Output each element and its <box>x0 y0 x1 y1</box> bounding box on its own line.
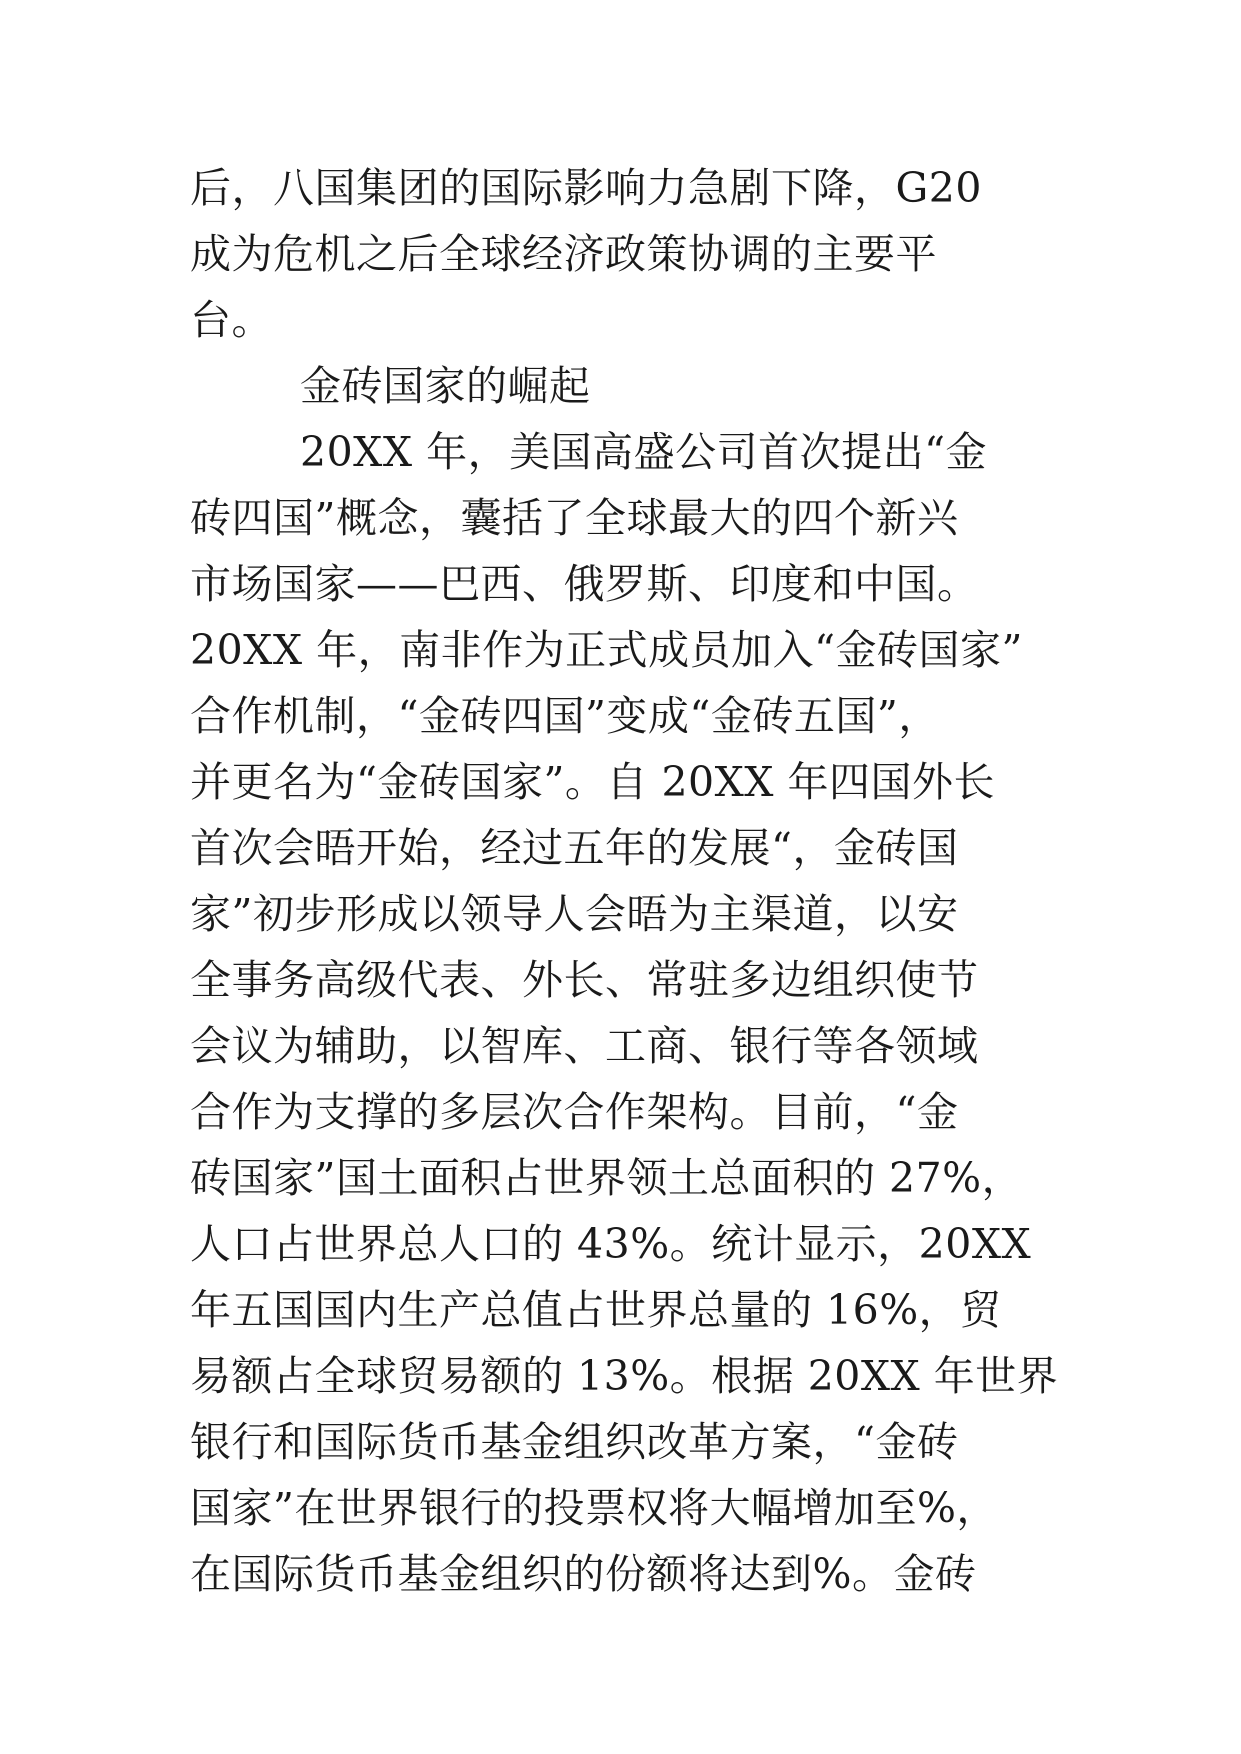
text-line: 砖国家”国土面积占世界领土总面积的 27%， <box>190 1154 1024 1202</box>
text-line: 全事务高级代表、外长、常驻多边组织使节 <box>190 956 979 1004</box>
text-line: 在国际货币基金组织的份额将达到%。金砖 <box>190 1550 977 1598</box>
text-line: 后，八国集团的国际影响力急剧下降，G20 <box>190 164 982 212</box>
text-line: 并更名为“金砖国家”。自 20XX 年四国外长 <box>190 758 996 806</box>
text-line: 首次会晤开始，经过五年的发展“，金砖国 <box>190 824 959 872</box>
text-line: 年五国国内生产总值占世界总量的 16%，贸 <box>190 1286 1002 1334</box>
text-line: 会议为辅助，以智库、工商、银行等各领域 <box>190 1022 979 1070</box>
text-line: 合作为支撑的多层次合作架构。目前，“金 <box>190 1088 959 1136</box>
text-line: 市场国家——巴西、俄罗斯、印度和中国。 <box>190 560 979 608</box>
section-heading: 金砖国家的崛起 <box>300 362 591 410</box>
text-line: 银行和国际货币基金组织改革方案，“金砖 <box>190 1418 959 1466</box>
text-line: 易额占全球贸易额的 13%。根据 20XX 年世界 <box>190 1352 1059 1400</box>
text-line: 家”初步形成以领导人会晤为主渠道，以安 <box>190 890 959 938</box>
text-line: 20XX 年，南非作为正式成员加入“金砖国家” <box>190 626 1023 674</box>
text-line: 砖四国”概念，囊括了全球最大的四个新兴 <box>190 494 959 542</box>
text-line: 台。 <box>190 296 273 344</box>
text-line: 合作机制，“金砖四国”变成“金砖五国”， <box>190 692 940 740</box>
text-line: 成为危机之后全球经济政策协调的主要平 <box>190 230 937 278</box>
text-line: 人口占世界总人口的 43%。统计显示，20XX <box>190 1220 1032 1268</box>
paragraph-first-line: 20XX 年，美国高盛公司首次提出“金 <box>300 428 988 476</box>
text-line: 国家”在世界银行的投票权将大幅增加至%， <box>190 1484 998 1532</box>
